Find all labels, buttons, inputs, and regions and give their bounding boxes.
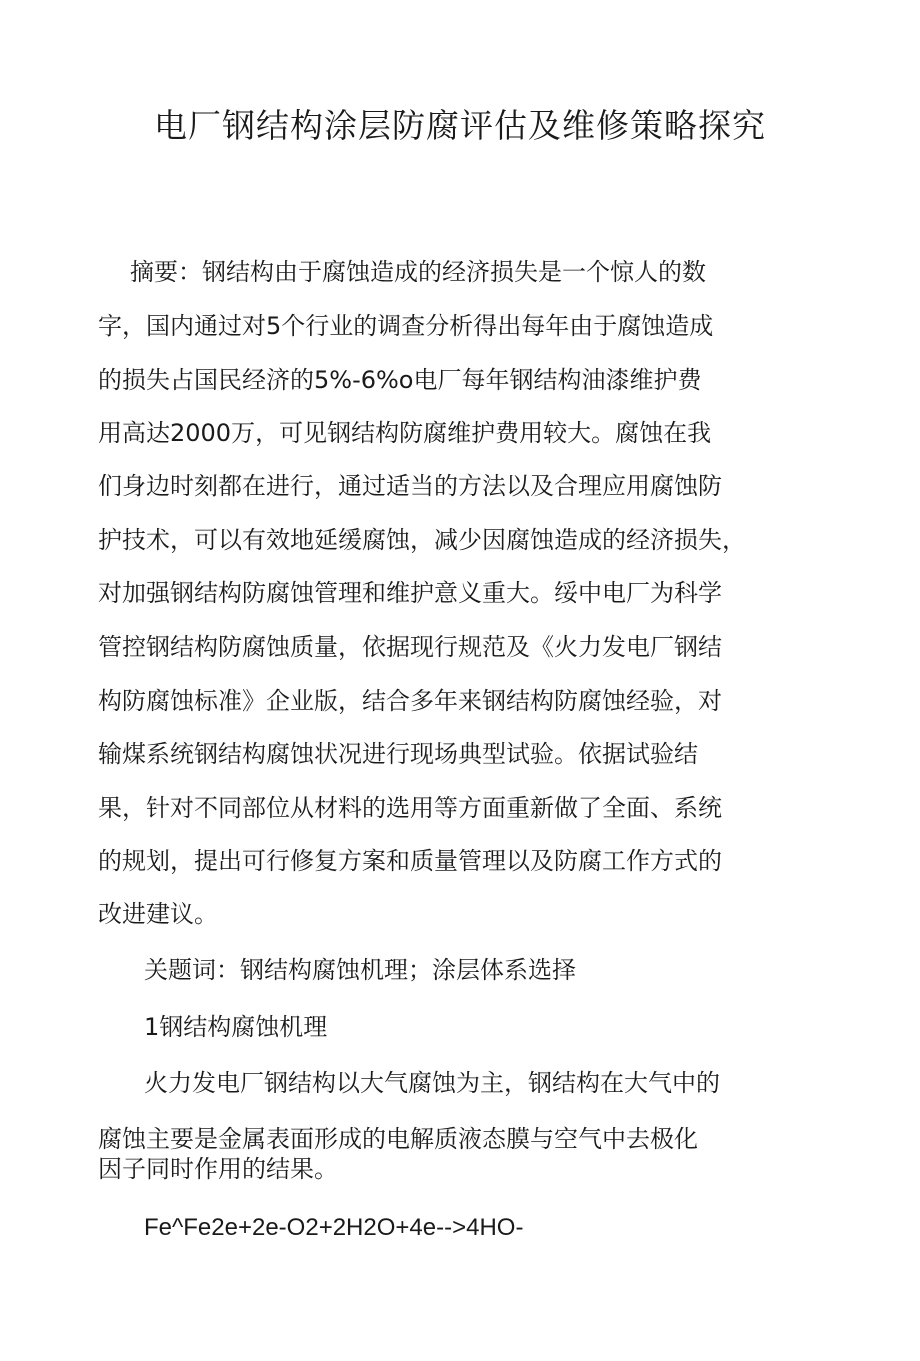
abstract-line: 们身边时刻都在进行，通过适当的方法以及合理应用腐蚀防	[98, 472, 722, 500]
formula: Fe^Fe2e+2e-O2+2H2O+4e-->4HO-	[144, 1214, 524, 1241]
abstract-line: 果，针对不同部位从材料的选用等方面重新做了全面、系统	[98, 794, 722, 822]
abstract-line: 的损失占国民经济的5%-6%o电厂每年钢结构油漆维护费	[98, 366, 702, 394]
abstract-line: 管控钢结构防腐蚀质量，依据现行规范及《火力发电厂钢结	[98, 633, 722, 661]
abstract-line: 摘要：钢结构由于腐蚀造成的经济损失是一个惊人的数	[130, 258, 706, 286]
abstract-line: 的规划，提出可行修复方案和质量管理以及防腐工作方式的	[98, 847, 722, 875]
abstract-line: 输煤系统钢结构腐蚀状况进行现场典型试验。依据试验结	[98, 740, 698, 768]
abstract-line: 构防腐蚀标准》企业版，结合多年来钢结构防腐蚀经验，对	[98, 687, 722, 715]
section-heading: 1钢结构腐蚀机理	[144, 1013, 328, 1041]
keywords: 关题词：钢结构腐蚀机理；涂层体系选择	[144, 956, 576, 984]
abstract-line: 护技术，可以有效地延缓腐蚀，减少因腐蚀造成的经济损失，	[98, 526, 746, 554]
body-line: 因子同时作用的结果。	[98, 1155, 338, 1183]
abstract-line: 用高达2000万，可见钢结构防腐维护费用较大。腐蚀在我	[98, 419, 712, 447]
document-title: 电厂钢结构涂层防腐评估及维修策略探究	[154, 106, 766, 145]
body-line: 火力发电厂钢结构以大气腐蚀为主，钢结构在大气中的	[144, 1069, 720, 1097]
body-line: 腐蚀主要是金属表面形成的电解质液态膜与空气中去极化	[98, 1125, 698, 1153]
abstract-line: 改进建议。	[98, 900, 218, 928]
abstract-line: 字，国内通过对5个行业的调查分析得出每年由于腐蚀造成	[98, 312, 714, 340]
abstract-line: 对加强钢结构防腐蚀管理和维护意义重大。绥中电厂为科学	[98, 579, 722, 607]
